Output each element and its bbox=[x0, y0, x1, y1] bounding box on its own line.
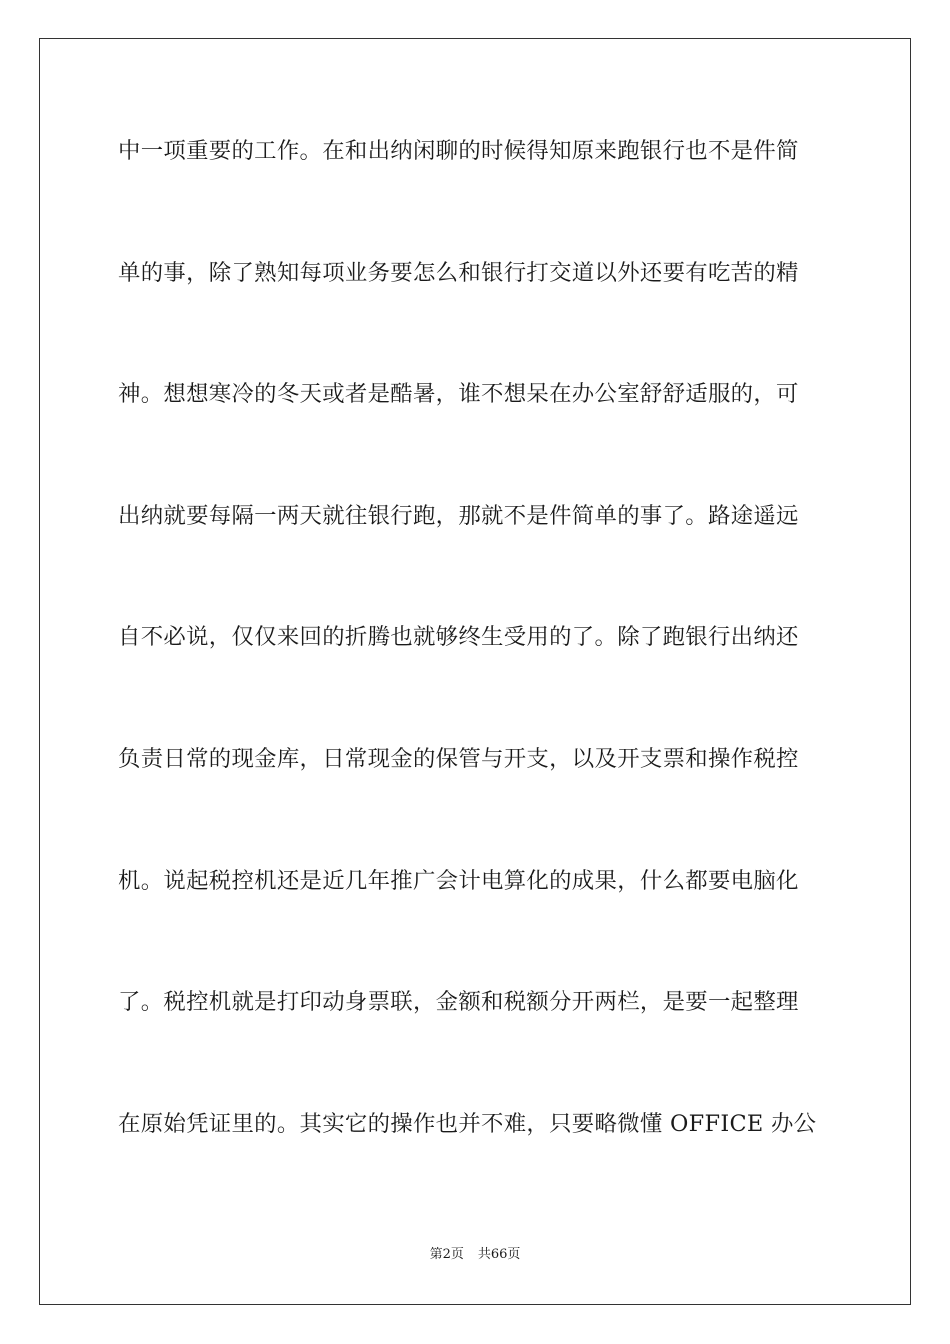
page-total: 共66页 bbox=[477, 1247, 521, 1262]
body-line-4: 出纳就要每隔一两天就往银行跑，那就不是件简单的事了。路途遥远 bbox=[118, 502, 799, 529]
document-body bbox=[118, 126, 838, 1220]
page-footer bbox=[0, 1245, 950, 1265]
body-line-9: 在原始凭证里的。其实它的操作也并不难，只要略微懂 OFFICE 办公 bbox=[118, 1110, 817, 1137]
body-line-3: 神。想想寒冷的冬天或者是酷暑，谁不想呆在办公室舒舒适服的，可 bbox=[118, 381, 799, 408]
body-line-7: 机。说起税控机还是近几年推广会计电算化的成果，什么都要电脑化 bbox=[118, 867, 799, 894]
body-line-1: 中一项重要的工作。在和出纳闲聊的时候得知原来跑银行也不是件简 bbox=[118, 138, 799, 164]
body-line-5: 自不必说，仅仅来回的折腾也就够终生受用的了。除了跑银行出纳还 bbox=[118, 624, 799, 651]
body-line-6: 负责日常的现金库，日常现金的保管与开支，以及开支票和操作税控 bbox=[118, 745, 799, 772]
body-line-2: 单的事，除了熟知每项业务要怎么和银行打交道以外还要有吃苦的精 bbox=[118, 259, 799, 286]
body-line-8: 了。税控机就是打印动身票联，金额和税额分开两栏，是要一起整理 bbox=[118, 989, 799, 1016]
page-number: 第2页 bbox=[429, 1247, 464, 1262]
